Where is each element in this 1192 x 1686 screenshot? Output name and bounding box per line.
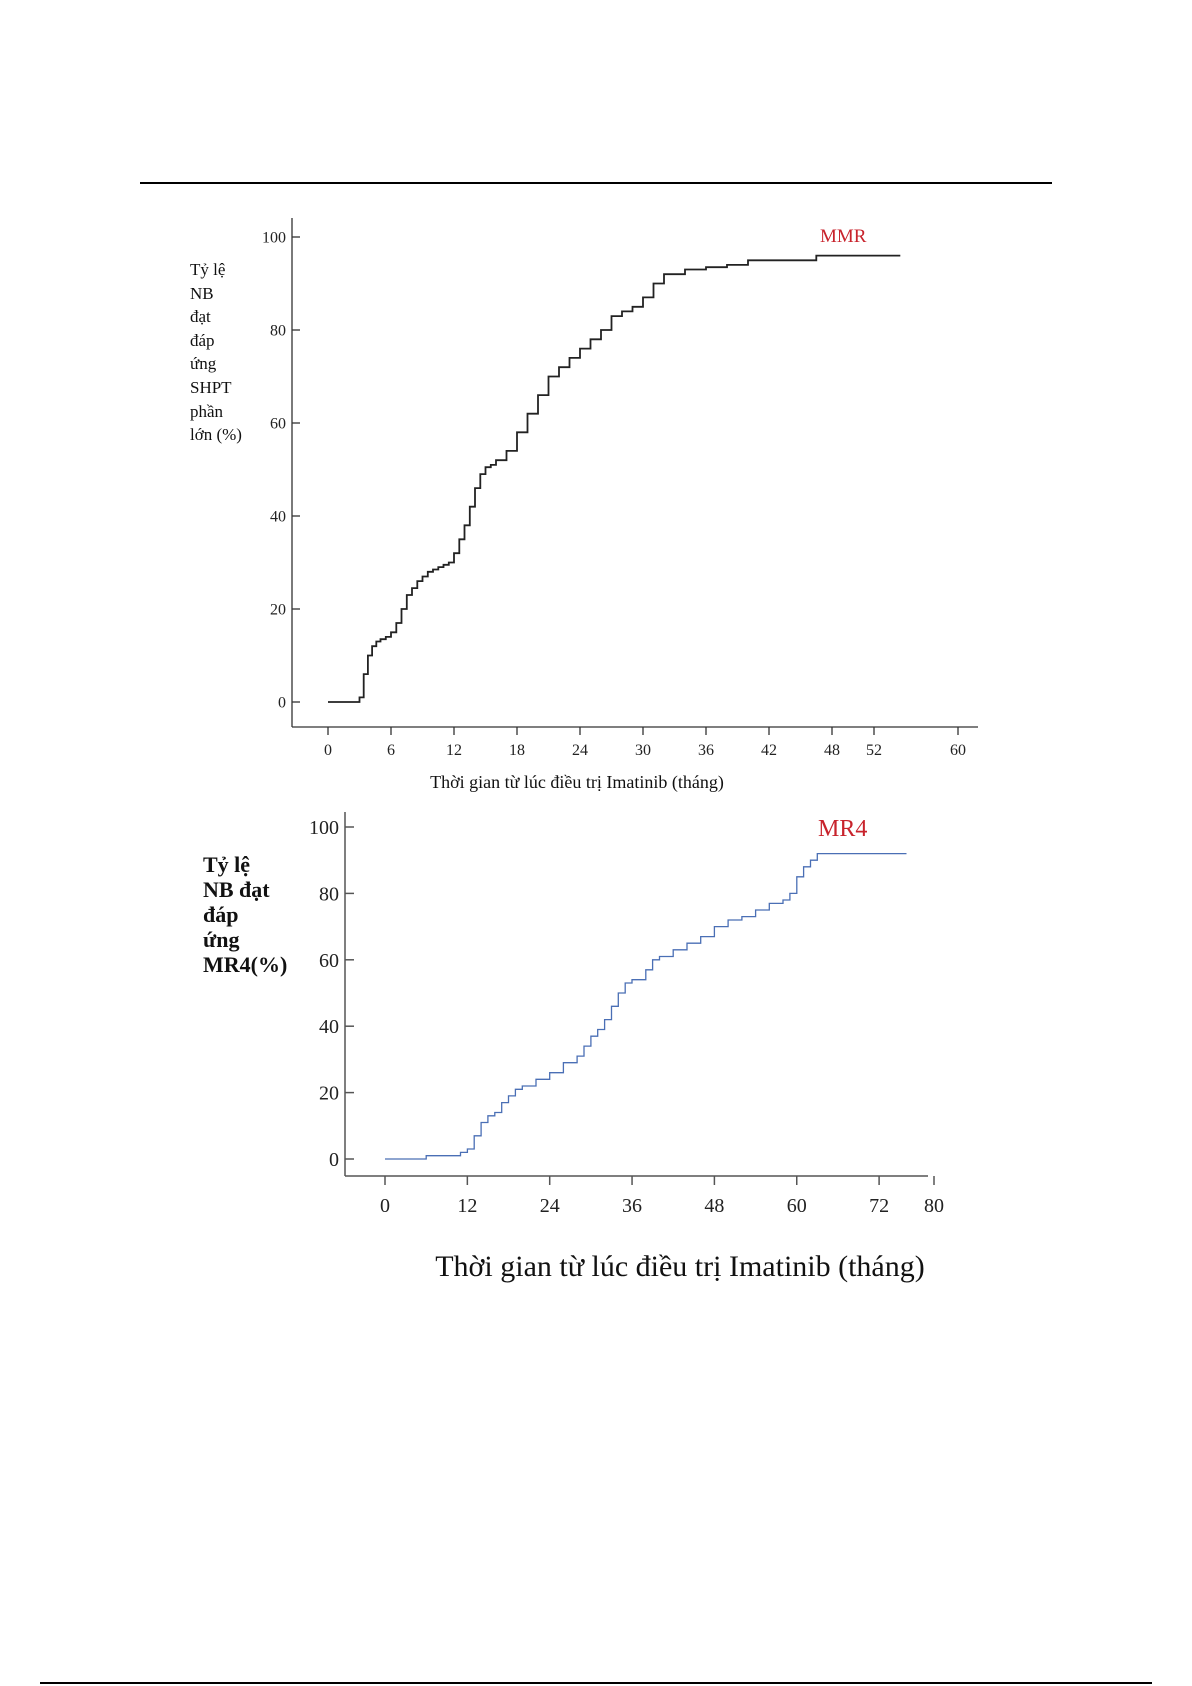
chart1-x-tick-label: 52 bbox=[866, 742, 882, 759]
chart1-x-tick-label: 42 bbox=[761, 742, 777, 759]
chart1-y-tick-label: 100 bbox=[262, 229, 286, 247]
chart1-x-axis-label: Thời gian từ lúc điều trị Imatinib (tháng) bbox=[430, 772, 724, 792]
chart2-y-axis-label: Tỷ lệ NB đạt đáp ứng MR4(%) bbox=[203, 852, 288, 977]
chart1-x-tick-label: 6 bbox=[387, 742, 395, 759]
chart2-x-tick-label: 80 bbox=[924, 1195, 944, 1217]
chart2-x-tick-label: 60 bbox=[786, 1195, 807, 1217]
chart2-x-tick-label: 48 bbox=[704, 1195, 725, 1217]
chart1-plot bbox=[262, 218, 978, 759]
chart1-series-label-mmr: MMR bbox=[820, 226, 867, 247]
chart2-x-tick-label: 72 bbox=[869, 1195, 890, 1217]
chart1-y-tick-label: 0 bbox=[278, 694, 286, 712]
chart2-x-axis-label: Thời gian từ lúc điều trị Imatinib (tháng) bbox=[435, 1250, 925, 1283]
chart2-y-tick-label: 20 bbox=[319, 1082, 339, 1105]
chart1-x-tick-label: 60 bbox=[950, 742, 966, 759]
chart1-y-tick-label: 80 bbox=[270, 322, 286, 340]
chart2-y-tick-label: 60 bbox=[319, 949, 339, 972]
chart1-y-tick-label: 20 bbox=[270, 601, 286, 619]
chart1-x-tick-label: 24 bbox=[572, 742, 588, 759]
chart1-x-tick-label: 0 bbox=[324, 742, 332, 759]
chart2-plot bbox=[309, 812, 944, 1217]
chart1-y-tick-label: 60 bbox=[270, 415, 286, 433]
chart2-y-tick-label: 80 bbox=[319, 883, 339, 906]
chart1-x-tick-label: 48 bbox=[824, 742, 840, 759]
chart1-x-tick-label: 30 bbox=[635, 742, 651, 759]
chart1-series-line-mmr bbox=[328, 256, 900, 702]
chart2-y-tick-label: 100 bbox=[309, 817, 339, 839]
chart1-y-tick-label: 40 bbox=[270, 508, 286, 526]
chart2-series-line-mr4 bbox=[385, 854, 907, 1159]
chart1-x-tick-label: 12 bbox=[446, 742, 462, 759]
chart2-x-tick-label: 0 bbox=[380, 1195, 390, 1217]
footer-rule bbox=[40, 1682, 1152, 1684]
chart2-y-tick-label: 0 bbox=[329, 1149, 339, 1171]
chart2-x-tick-label: 36 bbox=[622, 1195, 643, 1217]
chart1-x-tick-label: 18 bbox=[509, 742, 525, 759]
chart2-y-tick-label: 40 bbox=[319, 1016, 339, 1039]
chart2-x-tick-label: 24 bbox=[539, 1195, 560, 1217]
chart1-y-axis-label: Tỷ lệ NB đạt đáp ứng SHPT phần lớn (%) bbox=[190, 260, 242, 445]
chart2-x-tick-label: 12 bbox=[457, 1195, 478, 1217]
chart1-x-tick-label: 36 bbox=[698, 742, 714, 759]
chart2-series-label-mr4: MR4 bbox=[818, 816, 868, 842]
